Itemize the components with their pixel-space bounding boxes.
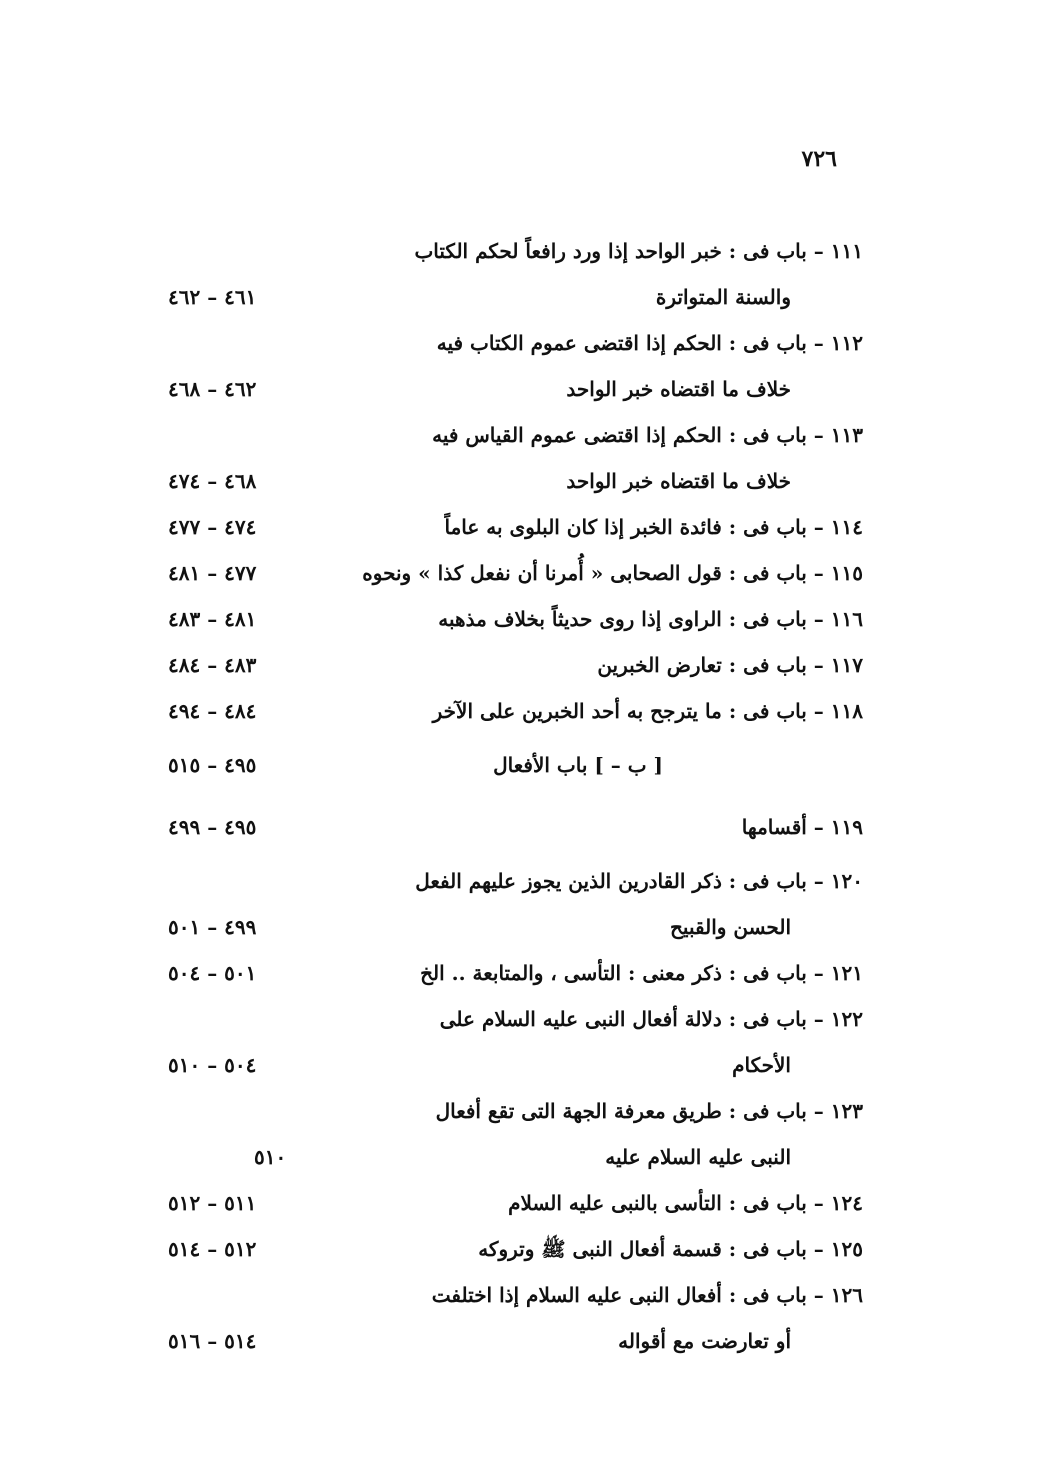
toc-entry-continuation: الحسن والقبيح [670,915,791,939]
toc-page-range: ٥١٤ – ٥١٦ [168,1329,257,1353]
toc-row [168,458,863,504]
toc-section-heading: [ ب – ] باب الأفعال [493,753,663,777]
toc-entry-continuation: النبى عليه السلام عليه [605,1145,791,1169]
toc-entry-continuation: أو تعارضت مع أقواله [618,1329,791,1353]
toc-entry-text: ١١٦ – باب فى : الراوى إذا روى حديثاً بخلاف مذهبه [438,607,863,631]
toc-page-range: ٤٦١ – ٤٦٢ [168,285,257,309]
toc-row [168,1226,863,1272]
toc-row [168,550,863,596]
toc-entry-text: ١١٣ – باب فى : الحكم إذا اقتضى عموم القياس فيه [432,423,863,447]
toc-entry-text: ١١١ – باب فى : خبر الواحد إذا ورد رافعاً لحكم الكتاب [414,239,863,263]
toc-row [168,1180,863,1226]
toc-row [168,596,863,642]
toc-row [168,796,863,858]
toc-entry-text: ١٢١ – باب فى : ذكر معنى : التأسى ، والمتابعة .. الخ [420,961,863,985]
toc-page-range: ٤٦٨ – ٤٧٤ [168,469,257,493]
toc-entry-continuation: الأحكام [732,1053,791,1077]
toc-page-range: ٥١١ – ٥١٢ [168,1191,257,1215]
toc-row [168,228,863,274]
toc-page-range: ٥١٢ – ٥١٤ [168,1237,257,1261]
toc-row [168,1042,863,1088]
toc-row [168,858,863,904]
toc-row [168,366,863,412]
toc-row [168,1134,863,1180]
toc-row [168,1318,863,1364]
toc-row [168,642,863,688]
toc-entry-text: ١٢٣ – باب فى : طريق معرفة الجهة التى تقع أفعال [435,1099,863,1123]
toc-entry-text: ١١٨ – باب فى : ما يترجح به أحد الخبرين على الآخر [432,699,863,723]
toc-entry-text: ١١٧ – باب فى : تعارض الخبرين [597,653,863,677]
toc-page-range: ٥٠١ – ٥٠٤ [168,961,257,985]
toc-row [168,1272,863,1318]
toc-page-range: ٤٩٥ – ٤٩٩ [168,815,257,839]
toc-page-range: ٤٦٢ – ٤٦٨ [168,377,257,401]
toc-entry-continuation: خلاف ما اقتضاه خبر الواحد [566,377,791,401]
toc-row [168,504,863,550]
toc-entry-text: ١١٩ – أقسامها [741,815,863,839]
toc-entry-text: ١١٥ – باب فى : قول الصحابى « أُمرنا أن نفعل كذا » ونحوه [362,561,863,585]
toc-page-range: ٤٧٧ – ٤٨١ [168,561,257,585]
toc-page-range: ٤٨١ – ٤٨٣ [168,607,257,631]
toc-entry-text: ١١٤ – باب فى : فائدة الخبر إذا كان البلوى به عاماً [444,515,863,539]
toc-entry-text: ١٢٦ – باب فى : أفعال النبى عليه السلام إذا اختلفت [431,1283,863,1307]
toc-page-range: ٤٨٣ – ٤٨٤ [168,653,257,677]
toc-row [168,412,863,458]
toc-entry-text: ١١٢ – باب فى : الحكم إذا اقتضى عموم الكتاب فيه [436,331,863,355]
toc-row [168,1088,863,1134]
toc-page-range: ٤٨٤ – ٤٩٤ [168,699,257,723]
toc-row [168,904,863,950]
toc-page-range: ٤٩٥ – ٥١٥ [168,753,257,777]
toc-page-range: ٥٠٤ – ٥١٠ [168,1053,257,1077]
toc-entry-text: ١٢٤ – باب فى : التأسى بالنبى عليه السلام [508,1191,863,1215]
toc-entry-text: ١٢٠ – باب فى : ذكر القادرين الذين يجوز عليهم الفعل [415,869,863,893]
toc-row [168,274,863,320]
toc-row [168,320,863,366]
toc-page-range: ٤٩٩ – ٥٠١ [168,915,257,939]
toc-row [168,688,863,734]
page-number: ٧٢٦ [801,146,837,172]
toc-section-heading-row [168,734,863,796]
toc-row [168,996,863,1042]
toc-row [168,950,863,996]
toc-page-number: ٥١٠ [254,1145,287,1169]
toc-entry-text: ١٢٥ – باب فى : قسمة أفعال النبى ﷺ وتروكه [478,1237,863,1261]
toc-entry-text: ١٢٢ – باب فى : دلالة أفعال النبى عليه السلام على [439,1007,863,1031]
toc-entry-continuation: والسنة المتواترة [655,285,791,309]
table-of-contents [168,228,863,1364]
toc-page-range: ٤٧٤ – ٤٧٧ [168,515,257,539]
toc-entry-continuation: خلاف ما اقتضاه خبر الواحد [566,469,791,493]
